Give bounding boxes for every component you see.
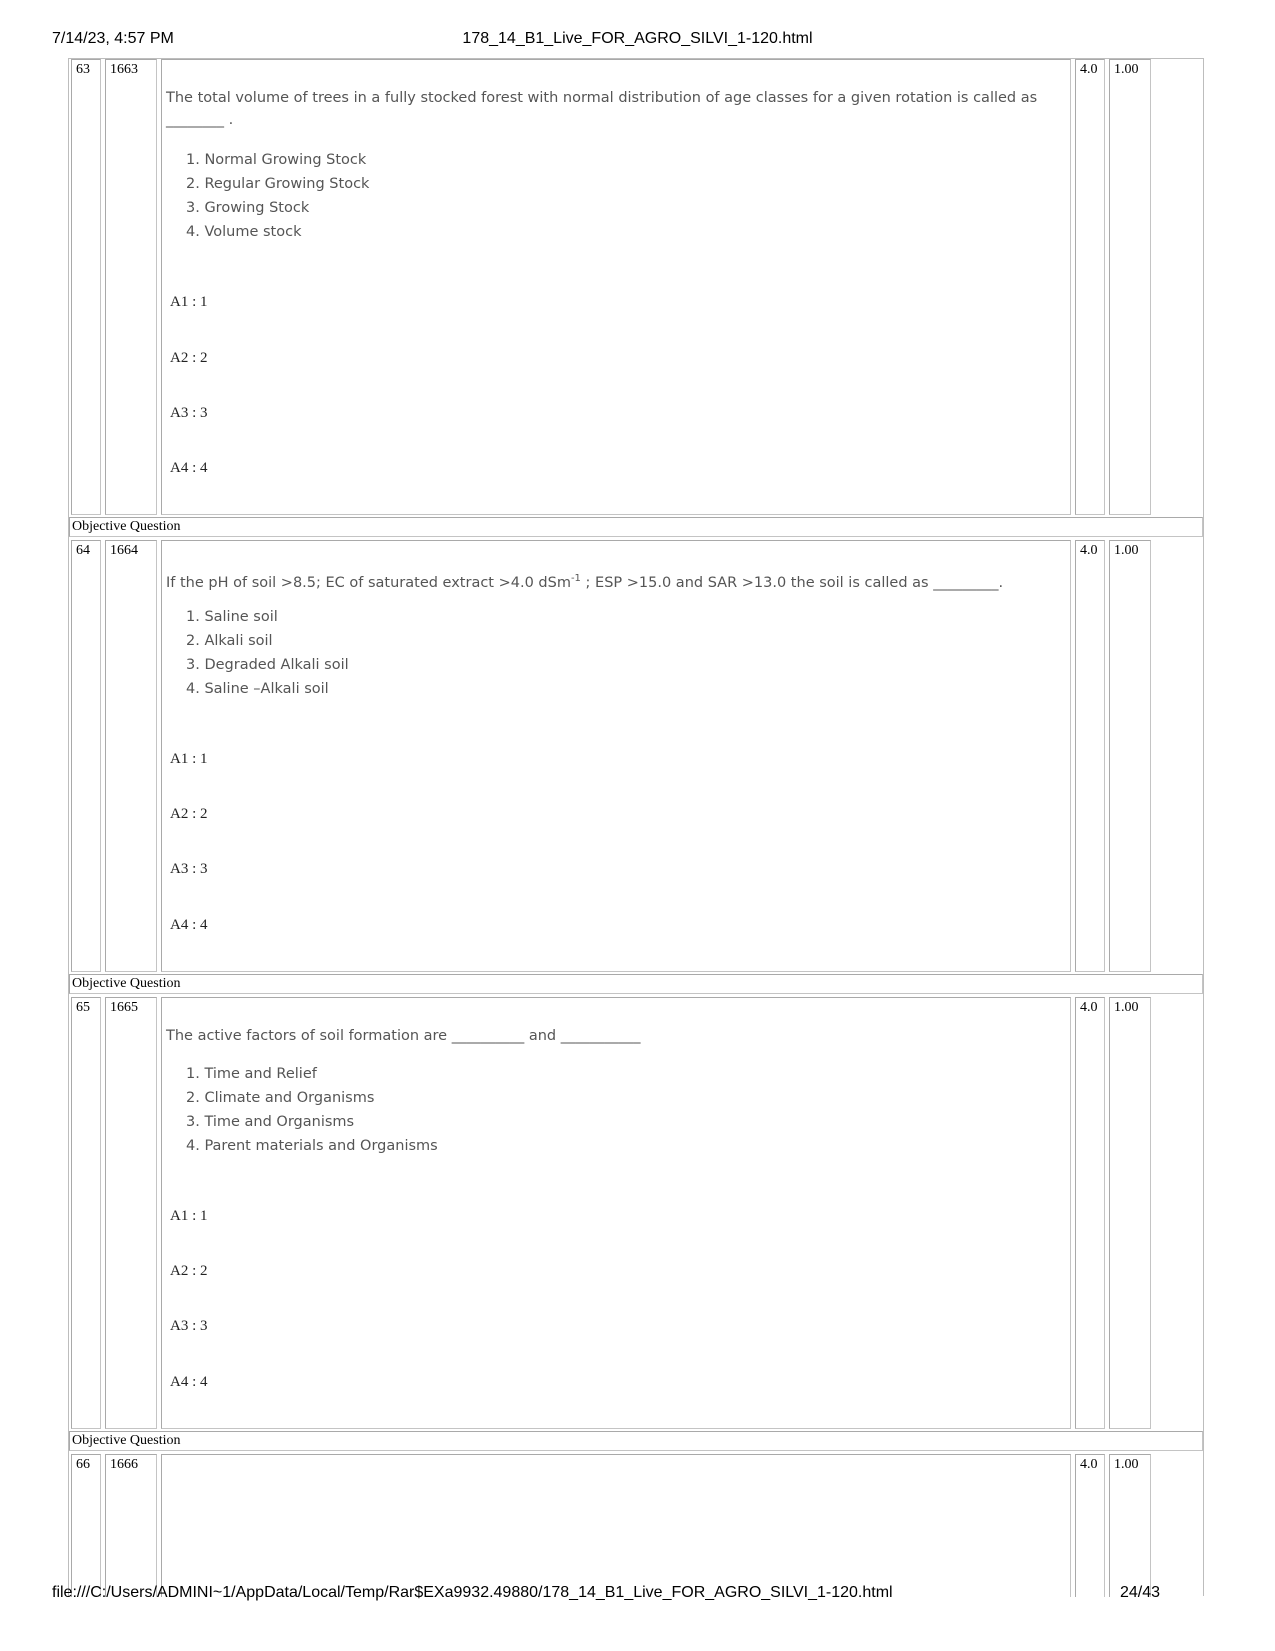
answer-a4: A4 : 4 [170,460,208,476]
answer-a2: A2 : 2 [170,806,208,822]
answer-a1: A1 : 1 [170,751,208,767]
superscript: -1 [570,573,581,584]
print-document-title: 178_14_B1_Live_FOR_AGRO_SILVI_1-120.html [462,30,813,47]
serial-number: 64 [76,543,90,558]
question-body [161,540,1071,972]
negative-marks-cell [1109,1454,1151,1597]
question-row-66 [69,1454,1203,1597]
negative-marks-cell [1109,997,1151,1429]
marks-cell [1075,540,1105,972]
option-item: 4. Parent materials and Organisms [186,1138,438,1154]
marks-cell [1075,997,1105,1429]
question-text-rest: ; ESP >15.0 and SAR >13.0 the soil is called as _________. [580,574,1004,591]
answer-a3: A3 : 3 [170,861,208,877]
option-item: 3. Time and Organisms [186,1114,355,1130]
options-list [186,605,349,701]
serial-number-cell [71,997,101,1429]
question-type-label: Objective Question [69,974,1203,994]
negative-marks-value: 1.00 [1114,1457,1139,1472]
question-id-cell [105,540,157,972]
negative-marks-cell [1109,540,1151,972]
option-item: 2. Climate and Organisms [186,1090,375,1106]
marks-value: 4.0 [1080,1000,1098,1015]
question-id-cell [105,997,157,1429]
option-item: 3. Degraded Alkali soil [186,657,349,673]
serial-number-cell [71,1454,101,1597]
answer-a2: A2 : 2 [170,1263,208,1279]
option-item: 1. Time and Relief [186,1066,317,1082]
question-id: 1666 [110,1457,138,1472]
print-datetime: 7/14/23, 4:57 PM [52,30,174,47]
options-list [186,1062,438,1158]
serial-number: 63 [76,62,90,77]
negative-marks-value: 1.00 [1114,543,1139,558]
marks-cell [1075,1454,1105,1597]
question-row-63 [69,59,1203,515]
answer-a4: A4 : 4 [170,1374,208,1390]
question-text-main: If the pH of soil >8.5; EC of saturated extract >4.0 dSm [166,574,571,591]
page-number: 24/43 [1119,1584,1160,1601]
option-item: 1. Saline soil [186,609,278,625]
options-list [186,148,369,244]
question-row-65 [69,997,1203,1429]
answer-a2: A2 : 2 [170,350,208,366]
answer-a1: A1 : 1 [170,294,208,310]
question-text [166,568,1066,594]
marks-cell [1075,59,1105,515]
question-text: The active factors of soil formation are __________ and ___________ [166,1028,641,1044]
option-item: 3. Growing Stock [186,200,310,216]
negative-marks-cell [1109,59,1151,515]
question-id-cell [105,59,157,515]
marks-value: 4.0 [1080,1457,1098,1472]
answer-a3: A3 : 3 [170,405,208,421]
question-body [161,997,1071,1429]
negative-marks-value: 1.00 [1114,1000,1139,1015]
serial-number: 66 [76,1457,90,1472]
question-id: 1663 [110,62,138,77]
negative-marks-value: 1.00 [1114,62,1139,77]
option-item: 2. Regular Growing Stock [186,176,370,192]
answer-a1: A1 : 1 [170,1208,208,1224]
question-body [161,59,1071,515]
question-row-64 [69,540,1203,972]
question-text: The total volume of trees in a fully stocked forest with normal distribution of age classes for a given rotation is called as ________ . [166,90,1038,128]
serial-number-cell [71,540,101,972]
question-table [68,58,1204,1596]
question-type-label: Objective Question [69,517,1203,537]
marks-value: 4.0 [1080,62,1098,77]
question-id: 1664 [110,543,138,558]
question-body [161,1454,1071,1597]
answer-a3: A3 : 3 [170,1318,208,1334]
option-item: 4. Volume stock [186,224,302,240]
question-id-cell [105,1454,157,1597]
marks-value: 4.0 [1080,543,1098,558]
option-item: 1. Normal Growing Stock [186,152,367,168]
question-id: 1665 [110,1000,138,1015]
question-type-label: Objective Question [69,1431,1203,1451]
print-file-path: file:///C:/Users/ADMINI~1/AppData/Local/Temp/Rar$EXa9932.49880/178_14_B1_Live_FOR_AGRO_SILVI_1-120.html [52,1584,893,1601]
option-item: 2. Alkali soil [186,633,273,649]
serial-number-cell [71,59,101,515]
serial-number: 65 [76,1000,90,1015]
option-item: 4. Saline –Alkali soil [186,681,329,697]
answer-a4: A4 : 4 [170,917,208,933]
